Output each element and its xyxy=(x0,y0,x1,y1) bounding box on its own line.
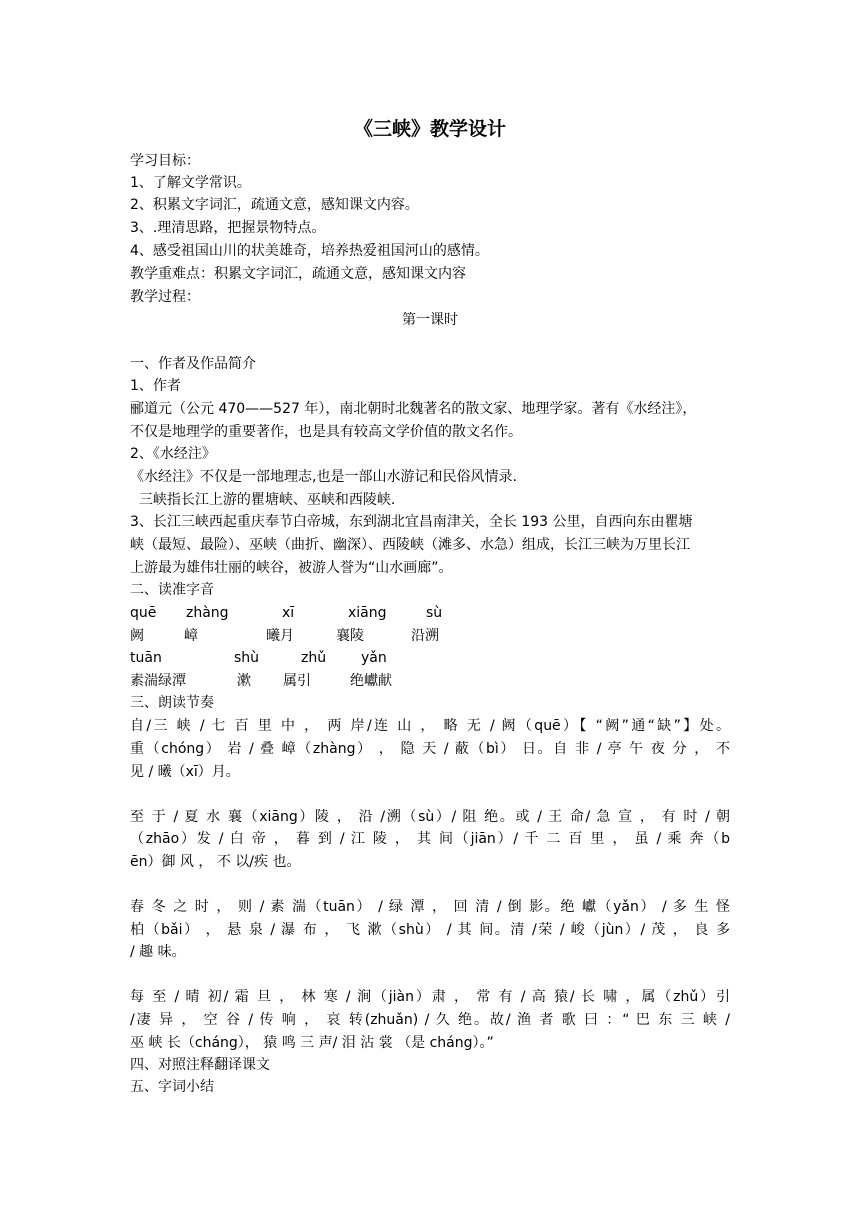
rhythm-line: / 趣 味。 xyxy=(130,944,186,960)
process-heading: 教学过程： xyxy=(130,289,200,305)
paragraph-line: 上游最为雄伟壮丽的峡谷，被游人誉为“山水画廊”。 xyxy=(130,560,453,576)
section-heading: 一、作者及作品简介 xyxy=(130,356,256,372)
goals-heading: 学习目标： xyxy=(130,153,200,169)
pinyin-label: sù xyxy=(426,605,443,621)
subsection-heading: 2、《水经注》 xyxy=(130,446,216,462)
paragraph-line: 不仅是地理学的重要著作，也是具有较高文学价值的散文名作。 xyxy=(130,424,522,440)
rhythm-line: 自/三 峡 / 七 百 里 中 ， 两 岸/连 山 ， 略 无 / 阙（quē）【 “阙”通“缺”】处。 xyxy=(130,718,730,734)
rhythm-line: ēn）御 风 ， 不 以/疾 也。 xyxy=(130,854,301,870)
paragraph-line: 《水经注》不仅是一部地理志,也是一部山水游记和民俗风情录. xyxy=(130,469,517,485)
section-heading: 二、读准字音 xyxy=(130,582,214,598)
section-heading: 三、朗读节奏 xyxy=(130,695,214,711)
pinyin-label: zhǔ xyxy=(301,650,327,666)
pinyin-label: xī xyxy=(282,605,295,621)
vocab-word: 襄陵 xyxy=(336,628,364,644)
pinyin-label: yǎn xyxy=(361,650,387,666)
vocab-word: 绝巘献 xyxy=(350,673,392,689)
pinyin-label: quē xyxy=(130,605,157,621)
goal-item: 1、了解文学常识。 xyxy=(130,175,251,191)
vocab-word: 属引 xyxy=(283,673,311,689)
key-points: 教学重难点：积累文字词汇，疏通文意，感知课文内容 xyxy=(130,266,466,282)
section-heading: 五、字词小结 xyxy=(130,1079,214,1095)
vocab-word: 阙 xyxy=(130,628,144,644)
vocab-word: 沿溯 xyxy=(411,628,439,644)
goal-item: 4、感受祖国山川的状美雄奇，培养热爱祖国河山的感情。 xyxy=(130,243,489,259)
goal-item: 3、.理清思路，把握景物特点。 xyxy=(130,220,326,236)
rhythm-line: 春 冬 之 时 ， 则 / 素 湍（tuān） / 绿 潭 ， 回 清 / 倒 影。绝 巘（yǎn） / 多 生 怪 xyxy=(130,899,730,915)
section-heading: 四、对照注释翻译课文 xyxy=(130,1057,270,1073)
subsection-heading: 1、作者 xyxy=(130,378,181,394)
vocab-word: 曦月 xyxy=(266,628,294,644)
pinyin-label: tuān xyxy=(130,650,162,666)
paragraph-line: 峡（最短、最险）、巫峡（曲折、幽深）、西陵峡（滩多、水急）组成，长江三峡为万里长江 xyxy=(130,537,690,553)
pinyin-label: zhàng xyxy=(186,605,229,621)
rhythm-line: 至 于 / 夏 水 襄（xiāng）陵 ， 沿 /溯（sù）/ 阻 绝。或 / 王 命/ 急 宣 ， 有 时 / 朝 xyxy=(130,809,730,825)
rhythm-line: 柏（bǎi） ， 悬 泉 / 瀑 布 ， 飞 漱（shù） / 其 间。清 /荣 / 峻（jùn）/ 茂 ， 良 多 xyxy=(130,922,730,938)
rhythm-line: 巫 峡 长（cháng）， 猿 鸣 三 声/ 泪 沾 裳 （是 cháng）。” xyxy=(130,1035,494,1051)
rhythm-line: 重（chóng） 岩 / 叠 嶂（zhàng） ， 隐 天 / 蔽（bì） 日。自 非 / 亭 午 夜 分 ， 不 xyxy=(130,741,730,757)
rhythm-line: /凄 异 ， 空 谷 / 传 响 ， 哀 转(zhuǎn) / 久 绝。故/ 渔 者 歌 曰 ：“ 巴 东 三 峡 / xyxy=(130,1012,730,1028)
document-title: 《三峡》教学设计 xyxy=(353,118,506,140)
goal-item: 2、积累文字词汇，疏通文意，感知课文内容。 xyxy=(130,197,419,213)
rhythm-line: 每 至 / 晴 初/ 霜 旦 ， 林 寒 / 涧（jiàn）肃 ， 常 有 / 高 猿/ 长 啸 ，属（zhǔ）引 xyxy=(130,989,730,1005)
paragraph-line: 郦道元（公元 470——527 年），南北朝时北魏著名的散文家、地理学家。著有《水经注》， xyxy=(130,401,697,417)
vocab-word: 漱 xyxy=(237,673,251,689)
vocab-word: 嶂 xyxy=(184,628,198,644)
pinyin-label: xiāng xyxy=(348,605,387,621)
vocab-word: 素湍绿潭 xyxy=(130,673,186,689)
rhythm-line: 见 / 曦（xī）月。 xyxy=(130,764,240,780)
paragraph-line: 3、长江三峡西起重庆奉节白帝城，东到湖北宜昌南津关，全长 193 公里，自西向东由瞿塘 xyxy=(130,514,693,530)
lesson-title: 第一课时 xyxy=(402,312,458,328)
rhythm-line: （zhāo）发 / 白 帝 ， 暮 到 / 江 陵 ， 其 间（jiān）/ 千 二 百 里 ， 虽 / 乘 奔（b xyxy=(130,831,730,847)
pinyin-label: shù xyxy=(234,650,260,666)
paragraph-line: 三峡指长江上游的瞿塘峡、巫峡和西陵峡. xyxy=(130,492,396,508)
